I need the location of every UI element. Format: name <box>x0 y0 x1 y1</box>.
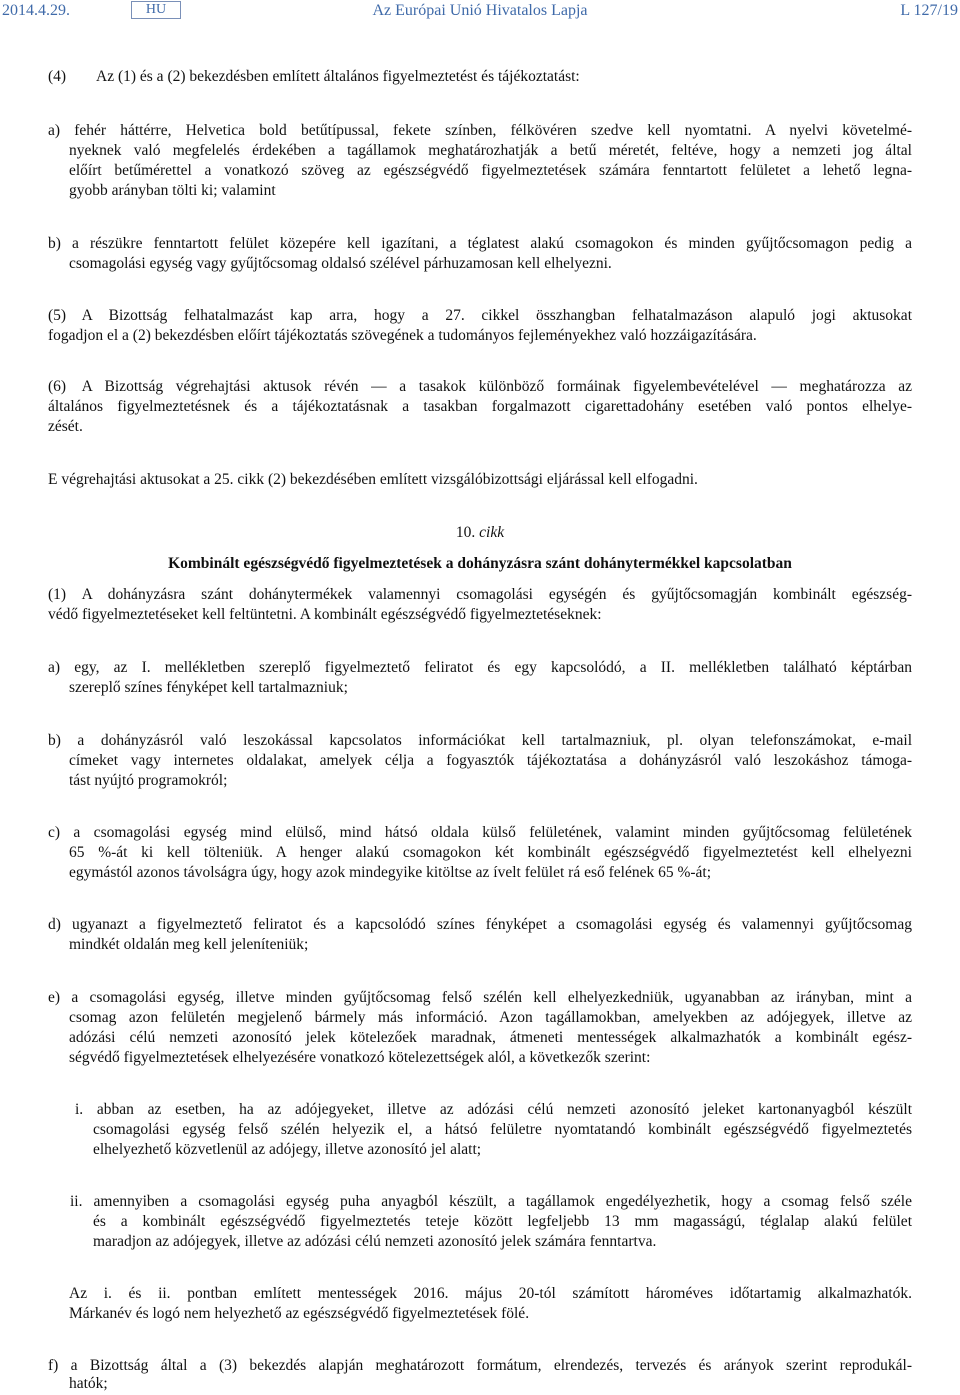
article-heading <box>0 523 960 544</box>
art10-para-1-line-1: (1) A dohányzásra szánt dohánytermékek valamennyi csomagolási egységén és gyűjtőcsomagján kombinált egészség- <box>48 586 912 603</box>
para-5-line-1: (5) A Bizottság felhatalmazást kap arra, hogy a 27. cikkel összhangban felhatalmazáson alapuló jogi aktusokat <box>48 307 912 324</box>
art10-e-ii-line-1: ii. amennyiben a csomagolási egység puha anyagból készült, a tagállamok engedélyezhetik, hogy a csomag felső széle <box>70 1193 912 1210</box>
art10-d-line-2: mindkét oldalán meg kell jeleníteniük; <box>69 936 309 953</box>
art10-b-line-3: tást nyújtó programokról; <box>69 772 228 789</box>
art10-e-ii-line-3: maradjon az adójegyek, illetve az adózási célú nemzeti azonosító jelek számára fenntartva. <box>93 1233 657 1250</box>
art10-e-line-4: ségvédő figyelmeztetések elhelyezésére vonatkozó kötelezettségek alól, a következők szerint: <box>69 1049 651 1066</box>
art10-f-line-2: hatók; <box>69 1375 108 1392</box>
page-header <box>0 0 960 26</box>
para-6-line-1: (6) A Bizottság végrehajtási aktusok révén — a tasakok különböző formáinak figyelembevételével — meghatározza az <box>48 378 912 395</box>
art10-e-i-line-1: i. abban az esetben, ha az adójegyeket, illetve az adózási célú nemzeti azonosító jeleket kartonanyagból készült <box>75 1101 912 1118</box>
para-4-a-line-2: nyeknek való megfelelés érdekében a tagállamok meghatározhatják a betű méretét, feltéve, hogy a nemzeti jog által <box>69 142 912 159</box>
art10-a-line-1: a) egy, az I. mellékletben szereplő figyelmeztető feliratot és egy kapcsolódó, a II. mellékletben található képtárban <box>48 659 912 676</box>
art10-e-i-line-3: elhelyezhető közvetlenül az adójegy, illetve azonosító jel alatt; <box>93 1141 482 1158</box>
art10-para-1-line-2: védő figyelmeztetéseket kell feltüntetni. A kombinált egészségvédő figyelmeztetéseknek: <box>48 606 602 623</box>
art10-c-line-3: egymástól azonos távolságra úgy, hogy azok mindegyike kitöltse az ívelt felület rá eső felének 65 %-át; <box>69 864 712 881</box>
para-4-label: (4) <box>48 68 67 85</box>
article-title: Kombinált egészségvédő figyelmeztetések a dohányzásra szánt dohánytermékkel kapcsolatban <box>168 555 792 572</box>
art10-e-line-1: e) a csomagolási egység, illetve minden gyűjtőcsomag felső szélén kell elhelyezkedniük, ugyanabban az irányban, mint a <box>48 989 912 1006</box>
para-4-a-line-3: előírt betűmérettel a vonatkozó szöveg az egészségvédő figyelmeztetések számára fenntartott felületet a lehető legna- <box>69 162 912 179</box>
art10-e-note-line-1: Az i. és ii. pontban említett mentességek 2016. május 20-tól számított hároméves időtartamig alkalmazhatók. <box>69 1285 912 1302</box>
para-4-b-line-2: csomagolási egység vagy gyűjtőcsomag oldalsó szélével párhuzamosan kell elhelyezni. <box>69 255 612 272</box>
para-4-b-line-1: b) a részükre fenntartott felület közepére kell igazítani, a téglatest alakú csomagokon és minden gyűjtőcsomagon pedig a <box>48 235 912 252</box>
para-6-line-3: zését. <box>48 418 83 435</box>
art10-d-line-1: d) ugyanazt a figyelmeztető feliratot és a kapcsolódó színes fényképet a csomagolási egység és valamennyi gyűjtőcsomag <box>48 916 912 933</box>
adoption-note: E végrehajtási aktusokat a 25. cikk (2) bekezdésében említett vizsgálóbizottsági eljárással kell elfogadni. <box>48 471 698 488</box>
art10-e-line-2: csomag azon felületén megjelenő bármely más információ. Azon tagállamokban, amelyekben az adójegyek, illetve az <box>69 1009 912 1026</box>
art10-e-note-line-2: Márkanév és logó nem helyezhető az egészségvédő figyelmeztetések fölé. <box>69 1305 530 1322</box>
art10-e-line-3: adózási célú nemzeti azonosító jelek kötelezőek maradnak, átmeneti mentességek alkalmazhatók a kombinált egész- <box>69 1029 912 1046</box>
para-4-a-line-1: a) fehér háttérre, Helvetica bold betűtípussal, fekete színben, félkövéren szedve kell nyomtatni. A nyelvi követelmé- <box>48 122 912 139</box>
art10-c-line-2: 65 %-át ki kell tölteniük. A henger alakú csomagokon két kombinált egészségvédő figyelmeztetést kell elhelyezni <box>69 844 912 861</box>
para-5-line-2: fogadjon el a (2) bekezdésben előírt tájékoztatás szövegének a tudományos fejleményekhez való hozzáigazítására. <box>48 327 757 344</box>
art10-b-line-2: címeket vagy internetes oldalakat, amelyek célja a fogyasztók tájékoztatása a dohányzásról való leszokáshoz támoga- <box>69 752 912 769</box>
article-word: cikk <box>479 524 505 541</box>
para-4-a-line-4: gyobb arányban tölti ki; valamint <box>69 182 276 199</box>
publication-date: 2014.4.29. <box>2 2 70 19</box>
art10-e-ii-line-2: és a kombinált egészségvédő figyelmeztetés teteje között legfeljebb 13 mm magasságú, téglalap alakú felület <box>93 1213 912 1230</box>
art10-e-i-line-2: csomagolási egység felső szélén helyezik el, a hátsó felületre nyomtatandó kombinált egészségvédő figyelmeztetés <box>93 1121 912 1138</box>
art10-f-line-1: f) a Bizottság által a (3) bekezdés alapján meghatározott formátum, elrendezés, tervezés és arányok szerint reprodukál- <box>48 1357 912 1374</box>
art10-a-line-2: szereplő színes fényképet kell tartalmazniuk; <box>69 679 348 696</box>
journal-title: Az Európai Unió Hivatalos Lapja <box>372 2 588 19</box>
para-4-text: Az (1) és a (2) bekezdésben említett általános figyelmeztetést és tájékoztatást: <box>96 68 580 85</box>
art10-b-line-1: b) a dohányzásról való leszokással kapcsolatos információkat kell tartalmazniuk, pl. olyan telefonszámokat, e-mail <box>48 732 912 749</box>
article-number: 10. <box>455 524 476 541</box>
page-reference: L 127/19 <box>900 2 958 19</box>
language-code-badge: HU <box>131 1 181 19</box>
para-6-line-2: általános figyelmeztetésnek és a tájékoztatásnak a tasakban forgalmazott cigarettadohány esetében való pontos elhelye- <box>48 398 912 415</box>
art10-c-line-1: c) a csomagolási egység mind elülső, mind hátsó oldala külső felületének, valamint minden gyűjtőcsomag felületének <box>48 824 912 841</box>
